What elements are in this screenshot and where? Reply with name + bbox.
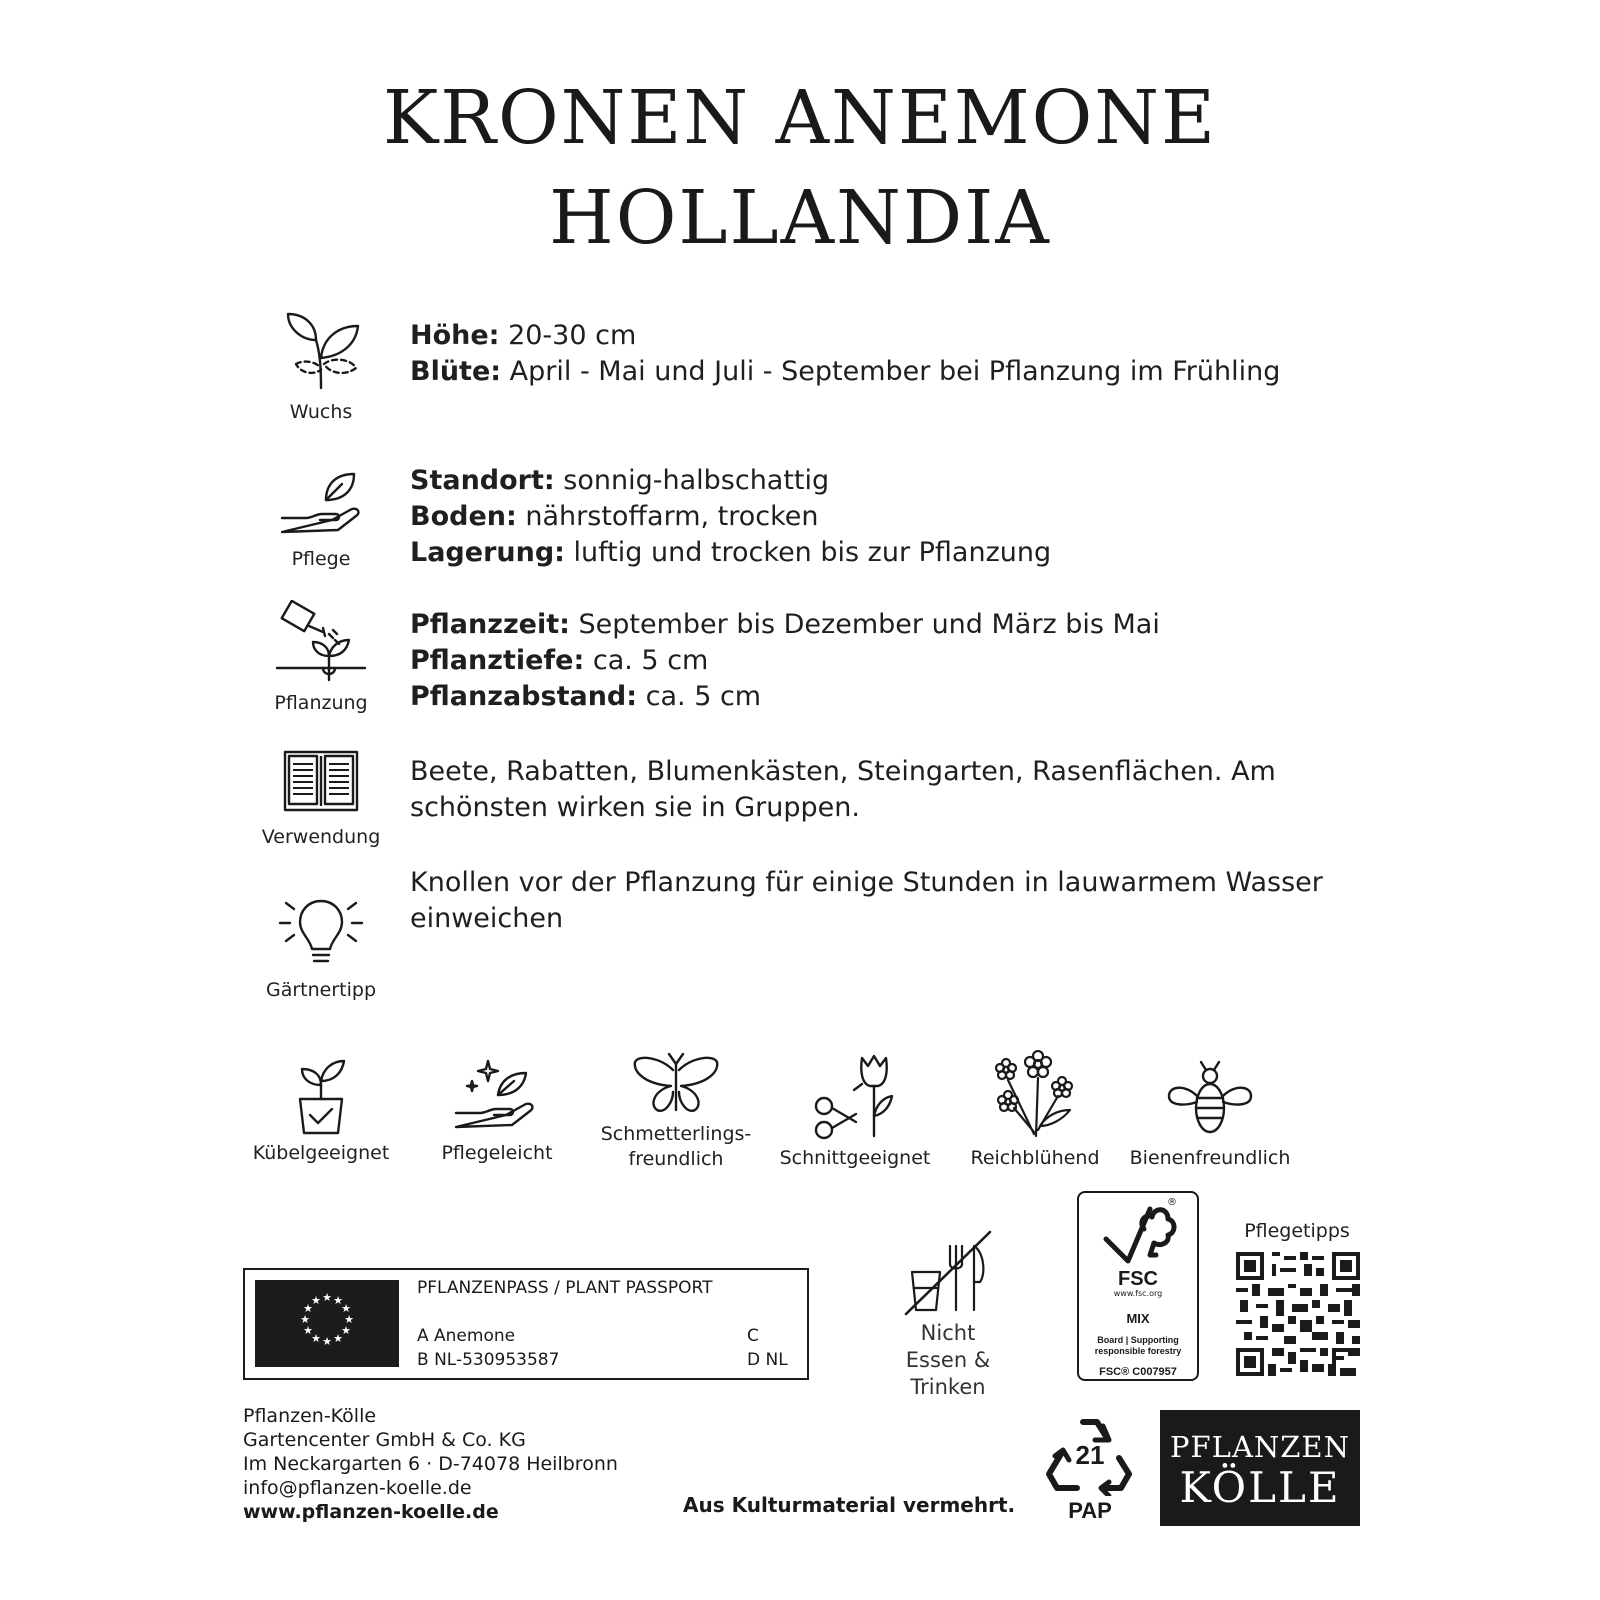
text-line — [410, 354, 1410, 390]
address-website-link[interactable]: www.pflanzen-koelle.de — [243, 1501, 499, 1523]
text-line — [410, 679, 1410, 715]
svg-text:★: ★ — [341, 1302, 351, 1315]
feature-reichbluehend — [950, 1050, 1120, 1171]
sprout-icon — [276, 308, 366, 393]
svg-text:★: ★ — [344, 1313, 354, 1326]
text-line — [410, 607, 1410, 643]
section-pflege-text — [410, 463, 1410, 571]
field-key: Boden: — [410, 501, 517, 532]
feature-schnittgeeignet — [770, 1050, 940, 1171]
field-value: sonnig-halbschattig — [554, 465, 830, 496]
feature-label: freundlich — [628, 1148, 724, 1170]
address-email-link[interactable]: info@pflanzen-koelle.de — [243, 1477, 472, 1499]
pot-check-icon — [286, 1055, 356, 1135]
feature-label: Schmetterlings- — [600, 1123, 752, 1145]
feature-pflegeleicht — [412, 1055, 582, 1166]
feature-label: Schnittgeeignet — [779, 1147, 931, 1169]
field-value: September bis Dezember und März bis Mai — [569, 609, 1160, 640]
light-bulb-icon — [276, 895, 366, 967]
culture-note: Aus Kulturmaterial vermehrt. — [683, 1493, 1016, 1517]
section-label: Pflanzung — [274, 692, 368, 714]
watering-can-icon — [271, 600, 371, 684]
feature-label: Kübelgeeignet — [252, 1142, 390, 1164]
feature-label: Bienenfreundlich — [1129, 1147, 1291, 1169]
fsc-registered: ® — [1167, 1197, 1177, 1208]
svg-text:★: ★ — [300, 1313, 310, 1326]
field-key: Pflanzzeit: — [410, 609, 570, 640]
text-line — [410, 318, 1410, 354]
open-book-icon — [281, 748, 361, 814]
fsc-logo — [1077, 1191, 1199, 1381]
field-value: 20-30 cm — [499, 320, 637, 351]
qr-label: Pflegetipps — [1244, 1220, 1350, 1242]
warning-line1: Nicht — [920, 1321, 976, 1345]
field-value: April - Mai und Juli - September bei Pflanzung im Frühling — [501, 356, 1281, 387]
svg-text:★: ★ — [303, 1302, 313, 1315]
address-line: Gartencenter GmbH & Co. KG — [243, 1429, 526, 1451]
feature-label: Pflegeleicht — [441, 1142, 553, 1164]
fsc-name: FSC — [1118, 1268, 1158, 1290]
address-line: Im Neckargarten 6 · D-74078 Heilbronn — [243, 1453, 618, 1475]
field-key: Blüte: — [410, 356, 502, 387]
section-wuchs-text — [410, 318, 1410, 390]
page-title-line2: HOLLANDIA — [549, 175, 1051, 261]
feature-schmetterlingsfreundlich — [591, 1050, 761, 1172]
warning-line2: Essen & Trinken — [905, 1348, 991, 1399]
qr-code[interactable] — [1236, 1252, 1360, 1376]
field-key: Standort: — [410, 465, 555, 496]
svg-text:★: ★ — [322, 1291, 332, 1304]
not-food-warning — [868, 1228, 1028, 1401]
text-line — [410, 463, 1410, 499]
text-line — [410, 643, 1410, 679]
field-key: Höhe: — [410, 320, 500, 351]
section-pflanzung-icon-block — [256, 600, 386, 714]
qr-code-icon — [1236, 1252, 1360, 1376]
section-label: Pflege — [291, 548, 351, 570]
company-address — [243, 1404, 618, 1524]
page-title-line1: KRONEN ANEMONE — [382, 75, 1218, 161]
eu-flag — [255, 1280, 399, 1367]
passport-a: A Anemone — [417, 1326, 516, 1346]
field-value: ca. 5 cm — [637, 681, 762, 712]
passport-d: D NL — [747, 1350, 788, 1370]
bee-icon — [1165, 1060, 1255, 1140]
feature-label: Reichblühend — [970, 1147, 1100, 1169]
section-label: Verwendung — [261, 826, 381, 848]
address-line: Pflanzen-Kölle — [243, 1405, 377, 1427]
plant-passport — [243, 1268, 809, 1380]
svg-text:★: ★ — [311, 1332, 321, 1345]
brand-line2: KÖLLE — [1179, 1463, 1341, 1512]
passport-b: B NL-530953587 — [417, 1350, 560, 1370]
section-wuchs-icon-block — [256, 308, 386, 423]
butterfly-icon — [631, 1050, 721, 1116]
section-label: Wuchs — [289, 401, 353, 423]
field-key: Pflanztiefe: — [410, 645, 585, 676]
scissors-tulip-icon — [810, 1050, 900, 1140]
fsc-url: www.fsc.org — [1113, 1289, 1163, 1298]
fsc-tree-check-icon — [1098, 1199, 1178, 1271]
recycle-number: 21 — [1075, 1440, 1105, 1470]
fsc-sub2: responsible forestry — [1094, 1346, 1182, 1356]
section-verwendung-text: Beete, Rabatten, Blumenkästen, Steingarten, Rasenflächen. Am schönsten wirken sie in Gruppen. — [410, 756, 1276, 823]
section-verwendung-icon-block — [256, 748, 386, 848]
text-line — [410, 499, 1410, 535]
field-key: Pflanzabstand: — [410, 681, 638, 712]
field-value: luftig und trocken bis zur Pflanzung — [564, 537, 1052, 568]
section-gaertnertipp-text: Knollen vor der Pflanzung für einige Stunden in lauwarmem Wasser einweichen — [410, 867, 1323, 934]
hand-leaf-icon — [276, 470, 366, 540]
svg-text:★: ★ — [333, 1332, 343, 1345]
svg-text:★: ★ — [303, 1324, 313, 1337]
passport-header: PFLANZENPASS / PLANT PASSPORT — [417, 1278, 713, 1298]
fsc-mix: MIX — [1126, 1311, 1150, 1326]
svg-text:★: ★ — [341, 1324, 351, 1337]
section-pflanzung-text — [410, 607, 1410, 715]
fsc-sub1: Board | Supporting — [1097, 1335, 1179, 1345]
eu-stars-icon — [255, 1280, 399, 1367]
section-label: Gärtnertipp — [265, 979, 377, 1001]
fsc-code: FSC® C007957 — [1099, 1366, 1177, 1378]
field-key: Lagerung: — [410, 537, 565, 568]
section-gaertnertipp-icon-block — [256, 895, 386, 1001]
recycle-code: PAP — [1068, 1498, 1112, 1523]
feature-kuebelgeeignet — [236, 1055, 406, 1166]
feature-bienenfreundlich — [1125, 1060, 1295, 1171]
flowers-icon — [990, 1050, 1080, 1140]
recycle-mark — [1040, 1412, 1140, 1530]
field-value: nährstoffarm, trocken — [516, 501, 819, 532]
brand-logo — [1160, 1410, 1360, 1526]
passport-c: C — [747, 1326, 759, 1346]
brand-line1: PFLANZEN — [1170, 1430, 1350, 1464]
svg-text:★: ★ — [311, 1294, 321, 1307]
svg-text:★: ★ — [333, 1294, 343, 1307]
no-food-drink-icon — [900, 1228, 996, 1316]
section-pflege-icon-block — [256, 470, 386, 570]
hand-sparkle-leaf-icon — [452, 1055, 542, 1135]
text-line — [410, 535, 1410, 571]
field-value: ca. 5 cm — [584, 645, 709, 676]
svg-text:★: ★ — [322, 1335, 332, 1348]
